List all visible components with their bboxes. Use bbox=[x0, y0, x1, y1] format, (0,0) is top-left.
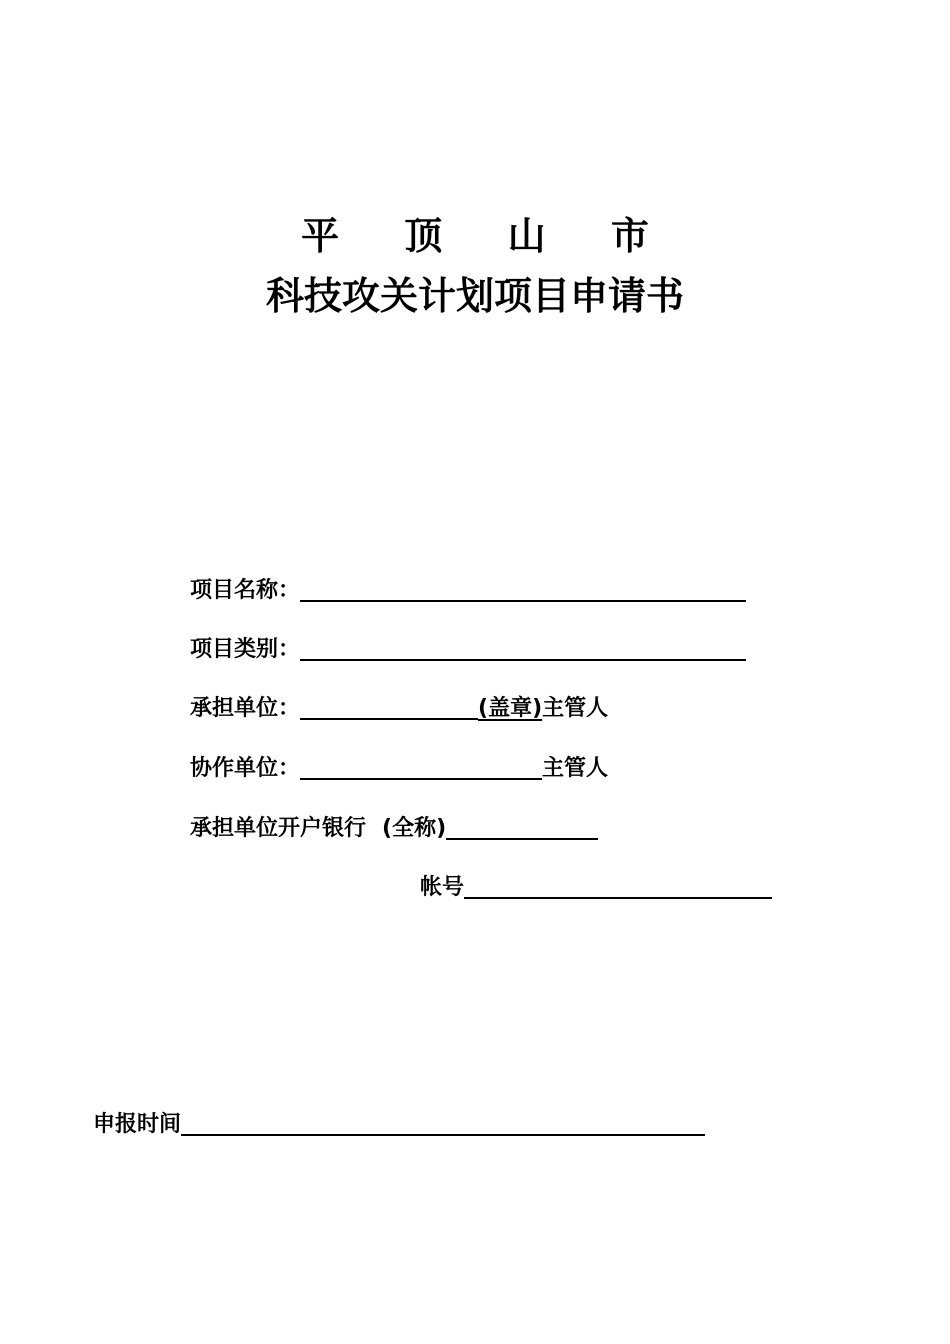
document-title-main: 科技攻关计划项目申请书 bbox=[265, 274, 684, 318]
report-time-field[interactable] bbox=[181, 1112, 705, 1136]
bank-field[interactable] bbox=[446, 816, 598, 840]
project-category-row bbox=[190, 635, 746, 665]
undertaking-unit-field[interactable] bbox=[300, 696, 478, 720]
project-name-label: 项目名称： bbox=[190, 578, 301, 603]
project-name-field[interactable] bbox=[300, 578, 746, 602]
bank-label: 承担单位开户银行 bbox=[190, 816, 367, 841]
project-name-row bbox=[190, 576, 746, 606]
cooperating-unit-row bbox=[190, 754, 608, 784]
account-label: 帐号 bbox=[420, 875, 465, 900]
undertaking-unit-row bbox=[190, 694, 608, 724]
report-time-row bbox=[93, 1110, 705, 1140]
account-row bbox=[420, 873, 772, 903]
seal-note: (盖章) bbox=[478, 696, 543, 721]
cooperating-unit-field[interactable] bbox=[300, 756, 542, 780]
bank-row bbox=[190, 814, 598, 844]
full-name-note: (全称) bbox=[382, 816, 447, 841]
project-category-field[interactable] bbox=[300, 637, 746, 661]
cooperating-supervisor-label: 主管人 bbox=[542, 756, 609, 781]
undertaking-unit-label: 承担单位： bbox=[190, 696, 301, 721]
account-field[interactable] bbox=[464, 875, 772, 899]
document-title-city: 平 顶 山 市 bbox=[301, 214, 675, 258]
project-category-label: 项目类别： bbox=[190, 637, 301, 662]
report-time-label: 申报时间 bbox=[93, 1112, 182, 1137]
cooperating-unit-label: 协作单位： bbox=[190, 756, 301, 781]
undertaking-supervisor-label: 主管人 bbox=[542, 696, 609, 721]
